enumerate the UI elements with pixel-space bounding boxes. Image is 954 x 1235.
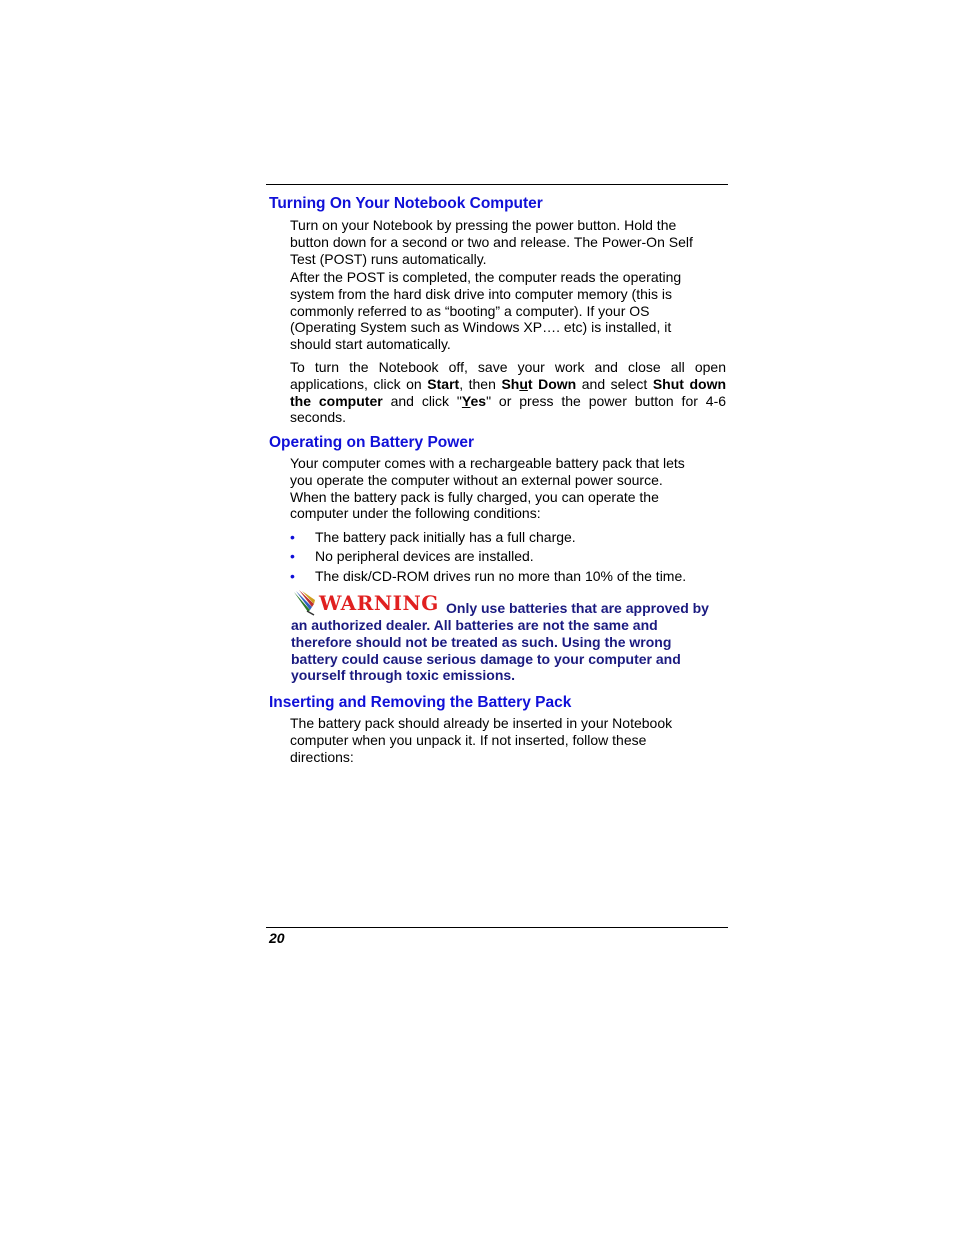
paragraph-post-boot: After the POST is completed, the computer reads the operating system from the hard disk drive into computer memory (this is commonly referred to as “booting” a computer). If your OS (Operating System such as Windows XP…. etc) is installed, it should start automatically. <box>290 269 682 353</box>
paragraph-battery-intro: Your computer comes with a rechargeable battery pack that lets you operate the computer without an external power source. When the battery pack is fully charged, you can operate the computer under the following conditions: <box>290 455 685 522</box>
warning-text: an authorized dealer. All batteries are not the same and therefore should not be treated as such. Using the wrong battery could cause serious damage to your computer and yourself through toxic emissions. <box>291 617 681 684</box>
page-number: 20 <box>269 930 285 946</box>
section-title-turning-on: Turning On Your Notebook Computer <box>269 195 543 212</box>
warning-text-first-line: Only use batteries that are approved by <box>446 600 709 616</box>
list-item: • No peripheral devices are installed. <box>290 548 534 564</box>
section-title-battery-power: Operating on Battery Power <box>269 434 474 451</box>
list-item: • The disk/CD-ROM drives run no more than 10% of the time. <box>290 568 687 584</box>
quill-pen-icon <box>292 590 320 616</box>
section-title-battery-pack: Inserting and Removing the Battery Pack <box>269 694 572 711</box>
paragraph-battery-pack: The battery pack should already be inserted in your Notebook computer when you unpack it. If not inserted, follow these directions: <box>290 715 673 765</box>
paragraph-power-on: Turn on your Notebook by pressing the power button. Hold the button down for a second or two and release. The Power-On Self Test (POST) runs automatically. <box>290 217 693 267</box>
warning-logo <box>292 590 439 616</box>
list-item: • The battery pack initially has a full charge. <box>290 529 576 545</box>
header-rule <box>266 184 728 185</box>
bullet-icon: • <box>290 529 295 545</box>
warning-label: WARNING <box>319 591 439 615</box>
footer-rule <box>266 927 728 928</box>
bullet-icon: • <box>290 568 295 584</box>
paragraph-turn-off: To turn the Notebook off, save your work and close all open applications, click on Start, then Shut Down and select Shut down the computer and click "Yes" or press the power button for 4-6 seconds. <box>290 359 727 426</box>
bullet-icon: • <box>290 548 295 564</box>
